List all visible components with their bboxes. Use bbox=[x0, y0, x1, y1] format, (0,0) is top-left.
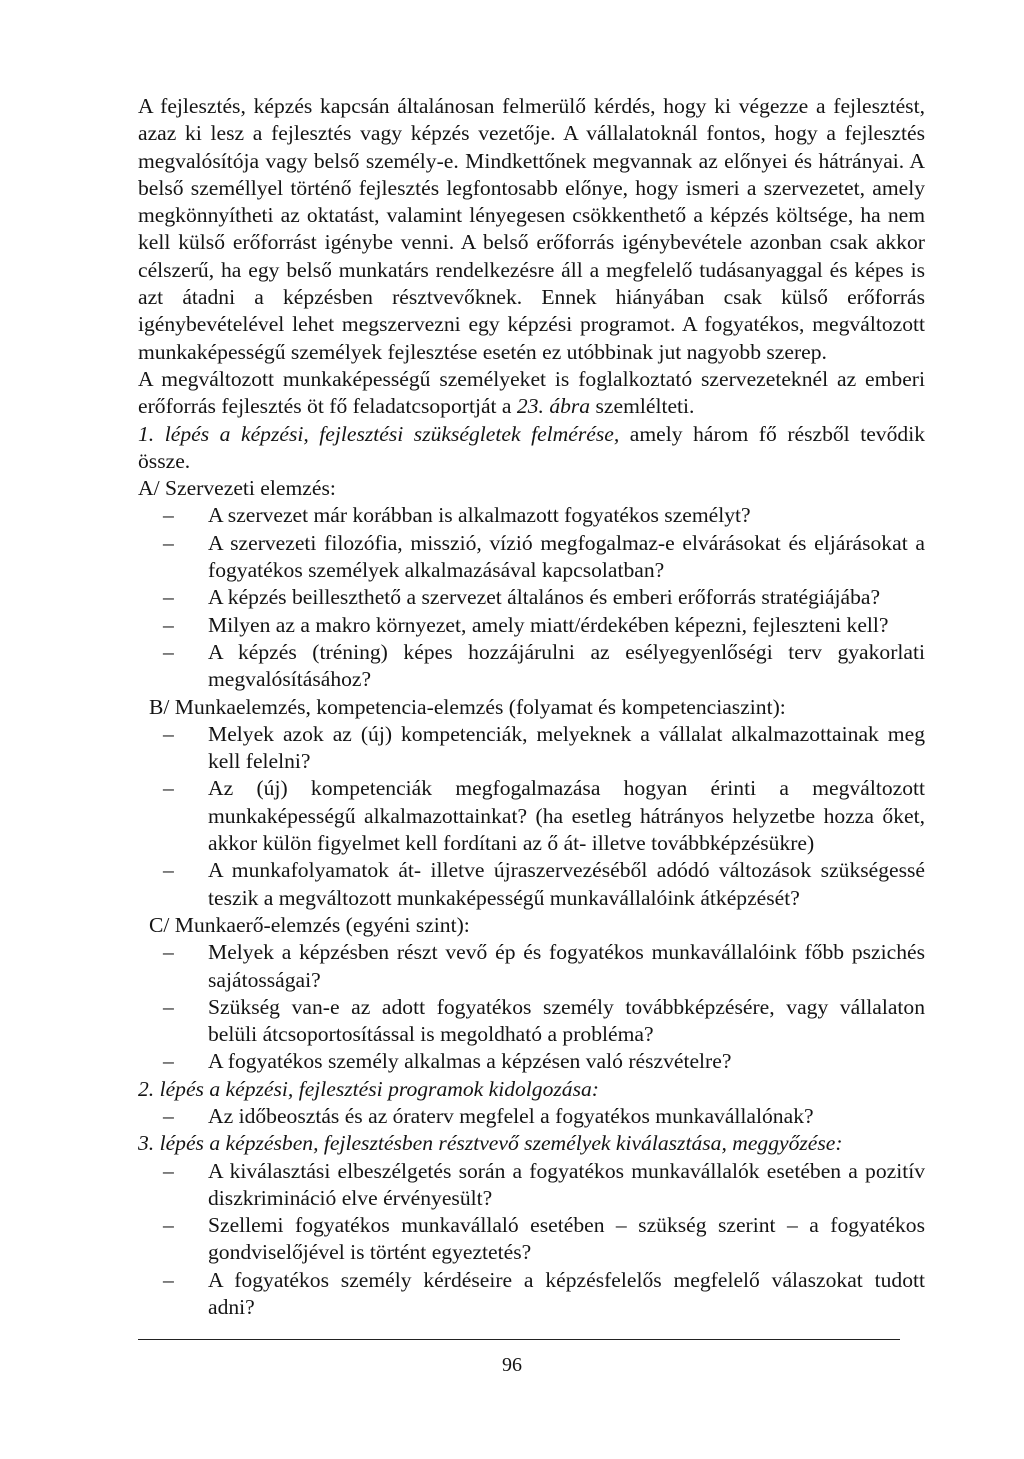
list-item: – A kiválasztási elbeszélgetés során a fogyatékos munkavállalók esetében a pozitív diszkrimináció elve érvényesült? bbox=[138, 1158, 925, 1213]
section-c-label: C/ Munkaerő-elemzés (egyéni szint): bbox=[149, 912, 470, 937]
intro-paragraph-2 bbox=[138, 366, 925, 421]
intro-p2-text-end: szemlélteti. bbox=[590, 394, 695, 419]
list-item: – Melyek azok az (új) kompetenciák, melyeknek a vállalat alkalmazottainak meg kell felelni? bbox=[138, 721, 925, 776]
footer-divider bbox=[138, 1339, 900, 1340]
list-item: – A munkafolyamatok át- illetve újraszervezéséből adódó változások szükségessé teszik a megváltozott munkaképességű munkavállalóink átképzését? bbox=[138, 857, 925, 912]
list-item: – A szervezeti filozófia, misszió, vízió megfogalmaz-e elvárásokat és eljárásokat a fogyatékos személyek alkalmazásával kapcsolatban? bbox=[138, 530, 925, 585]
list-item: – A fogyatékos személy alkalmas a képzésen való részvételre? bbox=[138, 1048, 925, 1075]
list-item: – A szervezet már korábban is alkalmazott fogyatékos személyt? bbox=[138, 502, 925, 529]
page-body bbox=[138, 93, 925, 1321]
page-number: 96 bbox=[502, 1354, 522, 1376]
intro-p2-text: A megváltozott munkaképességű személyeket is foglalkoztató szervezeteknél az emberi erőforrás fejlesztés öt fő feladatcsoportját a bbox=[138, 366, 925, 419]
list-item: – Milyen az a makro környezet, amely miatt/érdekében képezni, fejleszteni kell? bbox=[138, 612, 925, 639]
step1-paragraph bbox=[138, 421, 925, 476]
step3-heading: 3. lépés a képzésben, fejlesztésben résztvevő személyek kiválasztása, meggyőzése: bbox=[138, 1131, 843, 1156]
list-item: – Melyek a képzésben részt vevő ép és fogyatékos munkavállalóink főbb pszichés sajátosságai? bbox=[138, 939, 925, 994]
list-item: – A fogyatékos személy kérdéseire a képzésfelelős megfelelő válaszokat tudott adni? bbox=[138, 1267, 925, 1322]
list-item: – Az időbeosztás és az óraterv megfelel a fogyatékos munkavállalónak? bbox=[138, 1103, 925, 1130]
intro-paragraph: A fejlesztés, képzés kapcsán általánosan felmerülő kérdés, hogy ki végezze a fejlesztést, azaz ki lesz a fejlesztés vagy képzés vezetője. A vállalatoknál fontos, hogy a fejlesztés megvalósítója vagy belső személy-e. Mindkettőnek megvannak az előnyei és hátrányai. A belső személlyel történő fejlesztés legfontosabb előnye, hogy ismeri a szervezetet, amely megkönnyítheti az oktatást, valamint lényegesen csökkenthető a képzés költsége, ha nem kell külső erőforrást igénybe venni. A belső erőforrás igénybevétele azonban csak akkor célszerű, ha egy belső munkatárs rendelkezésre áll a megfelelő tudásanyaggal és képes is azt átadni a képzésben résztvevőknek. Ennek hiányában csak külső erőforrás igénybevételével lehet megszervezni egy képzési programot. A fogyatékos, megváltozott munkaképességű személyek fejlesztése esetén ez utóbbinak jut nagyobb szerep. bbox=[138, 94, 925, 364]
section-b-label: B/ Munkaelemzés, kompetencia-elemzés (folyamat és kompetenciaszint): bbox=[149, 694, 786, 719]
figure-reference: 23. ábra bbox=[516, 394, 591, 419]
step1-heading: 1. lépés a képzési, fejlesztési szükségletek felmérése, bbox=[138, 421, 620, 446]
list-item: – A képzés (tréning) képes hozzájárulni az esélyegyenlőségi terv gyakorlati megvalósításához? bbox=[138, 639, 925, 694]
section-c-list bbox=[138, 939, 925, 1075]
list-item: – Szellemi fogyatékos munkavállaló esetében – szükség szerint – a fogyatékos gondviselőjével is történt egyeztetés? bbox=[138, 1212, 925, 1267]
step1-rest: amely három fő részből tevődik össze. bbox=[138, 421, 925, 473]
list-item: – Az (új) kompetenciák megfogalmazása hogyan érinti a megváltozott munkaképességű alkalmazottainkat? (ha esetleg hátrányos helyzetbe hozza őket, akkor külön figyelmet kell fordítani az ő át- illetve továbbképzésükre) bbox=[138, 775, 925, 857]
section-b-list bbox=[138, 721, 925, 912]
step3-list bbox=[138, 1158, 925, 1322]
step2-list bbox=[138, 1103, 925, 1130]
list-item: – Szükség van-e az adott fogyatékos személy továbbképzésére, vagy vállalaton belüli átcsoportosítással is megoldható a probléma? bbox=[138, 994, 925, 1049]
section-a-list bbox=[138, 502, 925, 693]
list-item: – A képzés beilleszthető a szervezet általános és emberi erőforrás stratégiájába? bbox=[138, 584, 925, 611]
section-a-label: A/ Szervezeti elemzés: bbox=[138, 476, 336, 501]
step2-heading: 2. lépés a képzési, fejlesztési programok kidolgozása: bbox=[138, 1076, 599, 1101]
